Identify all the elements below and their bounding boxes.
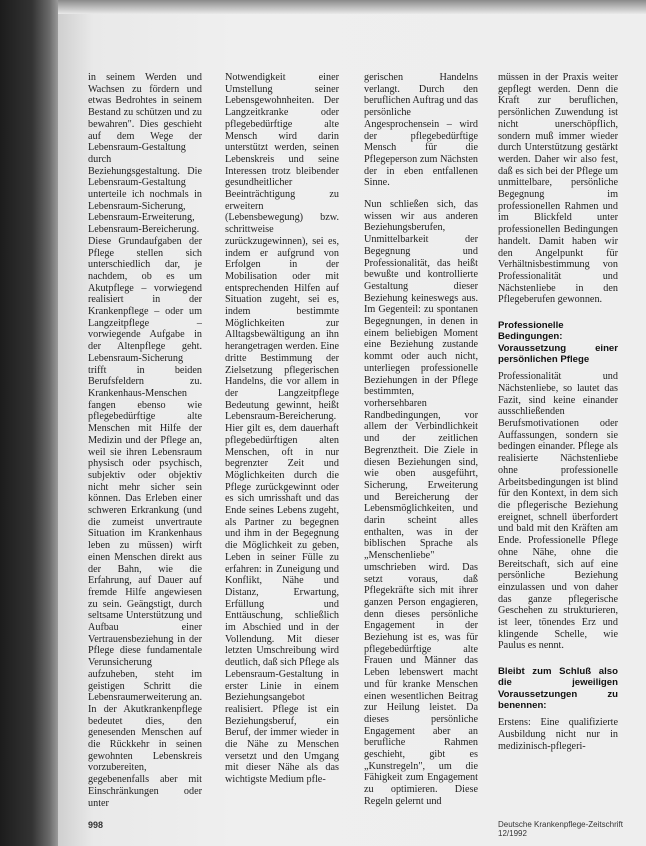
paragraph: Notwendigkeit einer Umstellung seiner Lebensgewohnheiten. Der Langzeitkranke oder pflegebedürftige alte Mensch wird darin unterstützt werden, seinen Lebenskreis und seine Interessen trotz bleibender gesundheitlicher Beeinträchtigung zu erweitern (Lebensbewegung) bzw. schrittweise zurückzugewinnen), sei es, indem er aufgrund von Erfolgen in der Mobilisation oder mit entsprechenden Hilfen auf Situation zugeht, sei es, indem bestimmte Möglichkeiten zur Alltagsbewältigung an ihn herangetragen werden. Eine dritte Bestimmung der Zielsetzung pflegerischen Handelns, die vor allem in der Langzeitpflege Bedeutung gewinnt, heißt Lebensraum-Bereicherung. Hier gilt es, dem dauerhaft pflegebedürftigen alten Menschen, oft in nur begrenzter Zeit und Möglichkeiten durch die Pflege zurückgewinnt oder es sich umrisshaft und das Ende seines Lebens zugeht, als Partner zu begegnen und ihm in der Begegnung die Möglichkeit zu geben, Leben in seiner Fülle zu erfahren: in Zuneigung und Konflikt, Nähe und Distanz, Erwartung, Erfüllung und Enttäuschung, schließlich im Abschied und in der Vollendung. Mit dieser letzten Umschreibung wird deutlich, daß sich Pflege als Lebensraum-Gestaltung in erster Linie in einem Beziehungsangebot realisiert. Pflege ist ein Beziehungsberuf, ein Beruf, der immer wieder in die Nähe zu Menschen versetzt und den Umgang mit dieser Nähe als das wichtigste Medium pfle-: [225, 72, 339, 786]
paragraph: müssen in der Praxis weiter gepflegt werden. Denn die Kraft zur beruflichen, persönlichen Zuwendung ist nicht unerschöpflich, sondern muß immer wieder durch Unterstützung gestärkt werden. Daher wir also fest, daß es sich bei der Pflege um unmittelbare, persönliche Begegnung im professionellen Rahmen und im Blickfeld unter professionellen Bedingungen handelt. Damit haben wir den Angelpunkt für Verhältnisbestimmung von Professionalität und Nächstenliebe in den Pflegeberufen gewonnen.: [498, 72, 618, 306]
section-heading: Bleibt zum Schluß also die jeweiligen Voraussetzungen zu benennen:: [498, 666, 618, 712]
page-top-shadow: [58, 0, 646, 14]
text-column-1: [88, 72, 202, 810]
book-binding-shadow: [0, 0, 58, 846]
running-footer: Deutsche Krankenpflege-Zeitschrift 12/1992: [498, 820, 623, 838]
text-column-3: [364, 72, 478, 810]
page-number: 998: [88, 820, 104, 830]
paragraph: Nun schließen sich, das wissen wir aus anderen Beziehungsberufen, Unmittelbarkeit der Begegnung und Professionalität, das heißt bewußte und kontrollierte Gestaltung dieser Beziehung keineswegs aus. Im Gegenteil: zu spontanen Begegnungen, in denen in einem beliebigen Moment eine Beziehung zustande kommt oder auch nicht, unterliegen professionelle Beziehungen in der Pflege bestimmten, vorhersehbaren Randbedingungen, vor allem der Verbindlichkeit und der zeitlichen Begrenztheit. Die Ziele in diesen Beziehungen sind, wie oben ausgeführt, Sicherung, Erweiterung und Bereicherung der Lebensmöglichkeiten, und darin scheint alles enthalten, was in der biblischen Sprache als „Menschenliebe" umschrieben wird. Das setzt voraus, daß Pflegekräfte sich mit ihrer ganzen Person engagieren, denn dieses persönliche Engagement in der Beziehung ist es, was für pflegebedürftige alte Frauen und Männer das Leben lebenswert macht und für kranke Menschen einen wesentlichen Beitrag zur Heilung leistet. Da dieses persönliche Engagement aber an berufliche Rahmen geschieht, gibt es „Kunstregeln", um die Fähigkeit zum Engagement zu optimieren. Diese Regeln gelernt und: [364, 199, 478, 807]
paragraph: Erstens: Eine qualifizierte Ausbildung nicht nur in medizinisch-pflegeri-: [498, 717, 618, 752]
paragraph: in seinem Werden und Wachsen zu fördern und etwas Bedrohtes in seinem Bestand zu schützen und zu bewahren". Dies geschieht auf dem Wege der Lebensraum-Gestaltung durch Beziehungsgestaltung. Die Lebensraum-Gestaltung unterteile ich nochmals in Lebensraum-Sicherung, Lebensraum-Erweiterung, Lebensraum-Bereicherung. Diese Grundaufgaben der Pflege stellen sich unterschiedlich dar, je nachdem, ob es um Akutpflege – vorwiegend realisiert in der Krankenpflege – oder um Langzeitpflege – vorwiegende Aufgabe in der Altenpflege geht. Lebensraum-Sicherung trifft in beiden Berufsfeldern zu. Krankenhaus-Menschen fangen ebenso wie pflegebedürftige alte Menschen mit Hilfe der Medizin und der Pflege an, weil sie ihren Lebensraum physisch oder psychisch, subjektiv oder objektiv nicht mehr sicher sein können. Das Erleben einer schweren Erkrankung (und die zumeist unvertraute Situation im Krankenhaus leben zu müssen) wirft einen Menschen direkt aus der Bahn, wie die Erfahrung, auf Dauer auf fremde Hilfe angewiesen zu sein. Geängstigt, durch seltsame Unterstützung und Aufbau einer Vertrauensbeziehung in der Pflege diese fundamentale Verunsicherung aufzuheben, steht im geistigen Schritt die Lebensraumerweiterung an. In der Akutkrankenpflege bedeutet dies, den genesenden Menschen auf die Rückkehr in seinen gewohnten Lebenskreis vorzubereiten, gegebenenfalls aber mit Einschränkungen oder unter: [88, 72, 202, 809]
paragraph: Professionalität und Nächstenliebe, so lautet das Fazit, sind keine einander ausschließenden Berufsmotivationen oder Auffassungen, sondern sie bedingen einander. Pflege als realisierte Nächstenliebe ohne professionelle Arbeitsbedingungen ist blind für den Kontext, in dem sich die pflegerische Beziehung ereignet, schnell überfordert und bald mit den Kräften am Ende. Professionelle Pflege ohne Nähe, ohne die Bereitschaft, sich auf eine persönliche Beziehung einzulassen und von daher das ganze pflegerische Geschehen zu strukturieren, ist leer, tönendes Erz und klingende Schelle, wie Paulus es nennt.: [498, 371, 618, 652]
text-column-4: [498, 72, 618, 810]
paragraph: gerischen Handelns verlangt. Durch den beruflichen Auftrag und das persönliche Angesprochensein – wird der pflegebedürftige Mensch für die Pflegeperson zum Nächsten der in eben entfallenen Sinne.: [364, 72, 478, 189]
text-column-2: [225, 72, 339, 810]
section-heading: Professionelle Bedingungen: Voraussetzung einer persönlichen Pflege: [498, 320, 618, 365]
